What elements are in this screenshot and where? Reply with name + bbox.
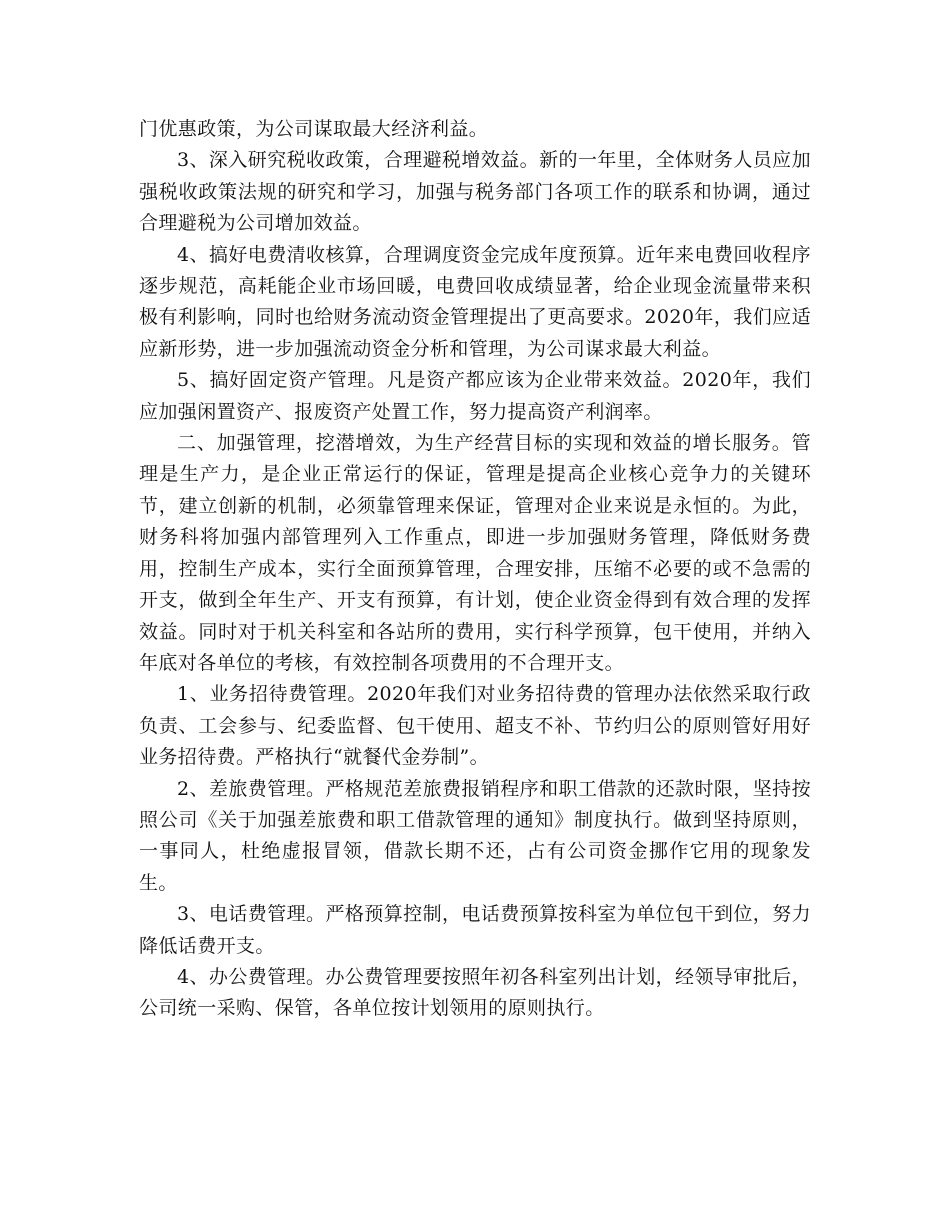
document-body — [139, 114, 811, 1025]
paragraph-4: 二、加强管理，挖潜增效，为生产经营目标的实现和效益的增长服务。管理是生产力，是企业正常运行的保证，管理是提高企业核心竞争力的关键环节，建立创新的机制，必须靠管理来保证，管理对企业来说是永恒的。为此，财务科将加强内部管理列入工作重点，即进一步加强财务管理，降低财务费用，控制生产成本，实行全面预算管理，合理安排，压缩不必要的或不急需的开支，做到全年生产、开支有预算，有计划，使企业资金得到有效合理的发挥效益。同时对于机关科室和各站所的费用，实行科学预算，包干使用，并纳入年底对各单位的考核，有效控制各项费用的不合理开支。 — [139, 432, 811, 674]
paragraph-5: 1、业务招待费管理。2020年我们对业务招待费的管理办法依然采取行政负责、工会参与、纪委监督、包干使用、超支不补、节约归公的原则管好用好业务招待费。严格执行“就餐代金券制”。 — [139, 683, 811, 769]
paragraph-8: 4、办公费管理。办公费管理要按照年初各科室列出计划，经领导审批后，公司统一采购、保管，各单位按计划领用的原则执行。 — [139, 965, 811, 1020]
paragraph-2: 4、搞好电费清收核算，合理调度资金完成年度预算。近年来电费回收程序逐步规范，高耗能企业市场回暖，电费回收成绩显著，给企业现金流量带来积极有利影响，同时也给财务流动资金管理提出了更高要求。2020年，我们应适应新形势，进一步加强流动资金分析和管理，为公司谋求最大利益。 — [139, 243, 811, 360]
paragraph-0: 门优惠政策，为公司谋取最大经济利益。 — [139, 118, 489, 140]
paragraph-1: 3、深入研究税收政策，合理避税增效益。新的一年里，全体财务人员应加强税收政策法规的研究和学习，加强与税务部门各项工作的联系和协调，通过合理避税为公司增加效益。 — [139, 149, 811, 235]
paragraph-3: 5、搞好固定资产管理。凡是资产都应该为企业带来效益。2020年，我们应加强闲置资产、报废资产处置工作，努力提高资产利润率。 — [139, 369, 811, 423]
paragraph-6: 2、差旅费管理。严格规范差旅费报销程序和职工借款的还款时限，坚持按照公司《关于加强差旅费和职工借款管理的通知》制度执行。做到坚持原则，一事同人，杜绝虚报冒领，借款长期不还，占有公司资金挪作它用的现象发生。 — [139, 777, 811, 894]
paragraph-7: 3、电话费管理。严格预算控制，电话费预算按科室为单位包干到位，努力降低话费开支。 — [139, 903, 811, 957]
